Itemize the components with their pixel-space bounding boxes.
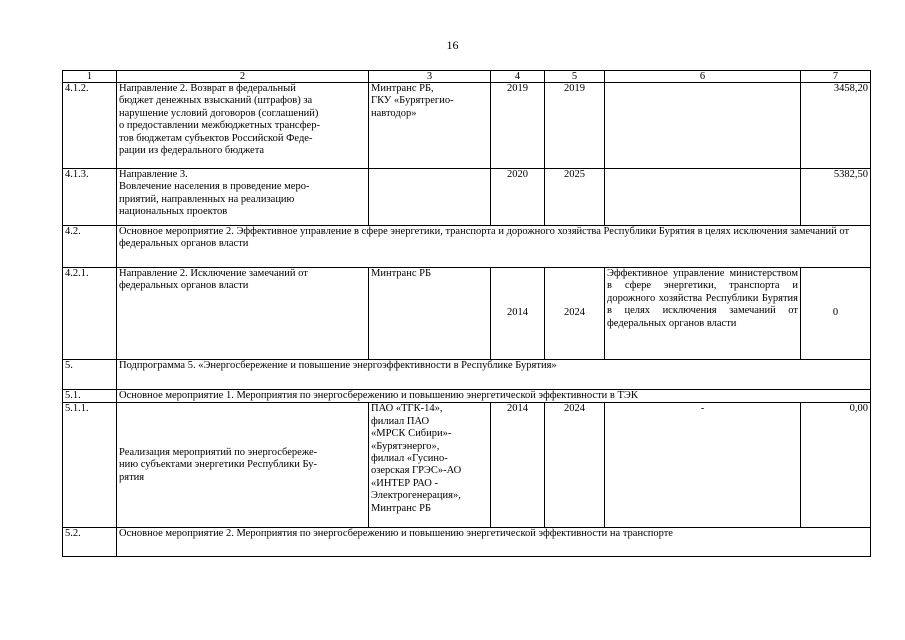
- header-cell: 4: [491, 71, 545, 83]
- table-row: [63, 403, 871, 528]
- row-number: 4.1.2.: [63, 83, 117, 169]
- row-number: 5.2.: [63, 528, 117, 557]
- section-row: [63, 226, 871, 268]
- end-year: 2024: [545, 268, 605, 360]
- page-number: 16: [446, 38, 459, 52]
- table-row: [63, 83, 871, 169]
- end-year: 2019: [545, 83, 605, 169]
- row-number: 4.1.3.: [63, 169, 117, 226]
- section-row: [63, 528, 871, 557]
- value-cell: 3458,20: [801, 83, 871, 169]
- start-year: 2014: [491, 268, 545, 360]
- end-year: 2025: [545, 169, 605, 226]
- value-cell: 5382,50: [801, 169, 871, 226]
- expected-result: Эффективное управление министерством в сфере энергетики, транспорта и дорожного хозяйства Республики Бурятия в целях исключения замечаний от федеральных органов власти: [605, 268, 801, 360]
- activity-name: Реализация мероприятий по энергосбереже- нию субъектами энергетики Республики Бу- рятия: [117, 403, 369, 528]
- row-number: 5.: [63, 360, 117, 390]
- row-number: 4.2.1.: [63, 268, 117, 360]
- program-table: [62, 70, 871, 557]
- header-cell: 5: [545, 71, 605, 83]
- start-year: 2019: [491, 83, 545, 169]
- row-number: 5.1.1.: [63, 403, 117, 528]
- table-row: [63, 268, 871, 360]
- section-row: [63, 360, 871, 390]
- start-year: 2020: [491, 169, 545, 226]
- section-title: Основное мероприятие 2. Мероприятия по энергосбережению и повышению энергетической эффективности на транспорте: [117, 528, 871, 557]
- executor: ПАО «ТГК-14», филиал ПАО «МРСК Сибири»- «Бурятэнерго», филиал «Гусино- озерская ГРЭС»-АО «ИНТЕР РАО - Электрогенерация», Минтранс РБ: [369, 403, 491, 528]
- start-year: 2014: [491, 403, 545, 528]
- table-row: [63, 169, 871, 226]
- section-row: [63, 390, 871, 403]
- activity-name: Направление 2. Возврат в федеральный бюджет денежных взысканий (штрафов) за нарушение условий договоров (соглашений) о предоставлении межбюджетных трансфер- тов бюджетам субъектов Российской Феде- рации из федерального бюджета: [117, 83, 369, 169]
- activity-name: Направление 3. Вовлечение населения в проведение меро- приятий, направленных на реализацию национальных проектов: [117, 169, 369, 226]
- header-cell: 6: [605, 71, 801, 83]
- end-year: 2024: [545, 403, 605, 528]
- header-cell: 7: [801, 71, 871, 83]
- expected-result: -: [605, 403, 801, 528]
- row-number: 4.2.: [63, 226, 117, 268]
- value-cell: 0,00: [801, 403, 871, 528]
- section-title: Основное мероприятие 1. Мероприятия по энергосбережению и повышению энергетической эффективности в ТЭК: [117, 390, 871, 403]
- section-title: Основное мероприятие 2. Эффективное управление в сфере энергетики, транспорта и дорожного хозяйства Республики Бурятия в целях исключения замечаний от федеральных органов власти: [117, 226, 871, 268]
- header-cell: 1: [63, 71, 117, 83]
- executor: [369, 169, 491, 226]
- table-header-row: [63, 71, 871, 83]
- header-cell: 3: [369, 71, 491, 83]
- expected-result: [605, 83, 801, 169]
- executor: Минтранс РБ, ГКУ «Бурятрегио- навтодор»: [369, 83, 491, 169]
- activity-name: Направление 2. Исключение замечаний от федеральных органов власти: [117, 268, 369, 360]
- expected-result: [605, 169, 801, 226]
- subprogram-title: Подпрограмма 5. «Энергосбережение и повышение энергоэффективности в Республике Бурятия»: [117, 360, 871, 390]
- header-cell: 2: [117, 71, 369, 83]
- row-number: 5.1.: [63, 390, 117, 403]
- executor: Минтранс РБ: [369, 268, 491, 360]
- value-cell: 0: [801, 268, 871, 360]
